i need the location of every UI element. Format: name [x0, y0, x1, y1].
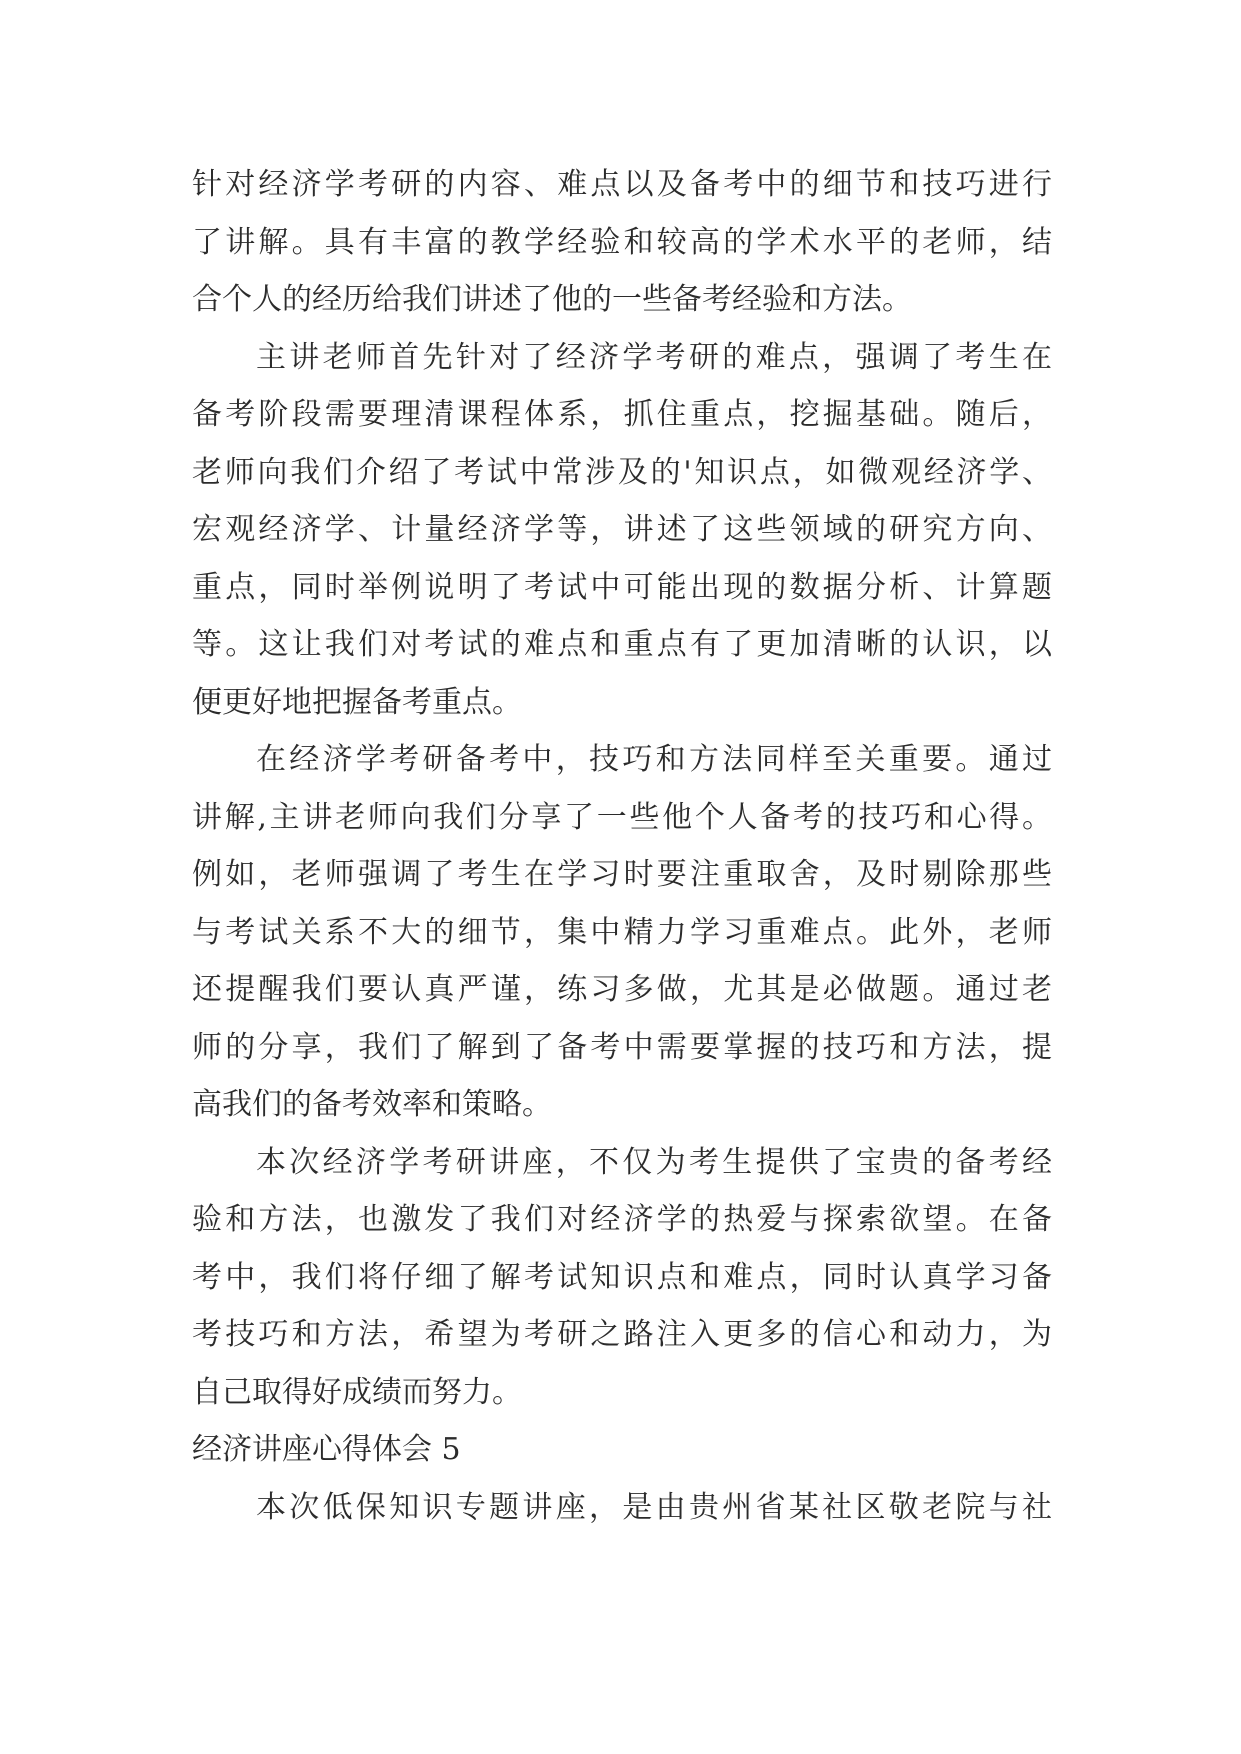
paragraph-line: 例如，老师强调了考生在学习时要注重取舍，及时剔除那些 [192, 857, 1052, 892]
paragraph-line: 针对经济学考研的内容、难点以及备考中的细节和技巧进行 [192, 167, 1052, 202]
paragraph-line: 验和方法，也激发了我们对经济学的热爱与探索欲望。在备 [192, 1202, 1052, 1237]
paragraph-line: 本次经济学考研讲座，不仅为考生提供了宝贵的备考经 [256, 1144, 1052, 1180]
paragraph-line: 便更好地把握备考重点。 [192, 684, 522, 720]
paragraph-line: 在经济学考研备考中，技巧和方法同样至关重要。通过 [256, 742, 1052, 777]
paragraph-line: 与考试关系不大的细节，集中精力学习重难点。此外，老师 [192, 914, 1052, 950]
paragraph-line: 考技巧和方法，希望为考研之路注入更多的信心和动力，为 [192, 1317, 1052, 1352]
paragraph-3 [192, 731, 1052, 1134]
paragraph-2 [192, 329, 1052, 732]
paragraph-line: 备考阶段需要理清课程体系，抓住重点，挖掘基础。随后， [192, 397, 1052, 432]
paragraph-line: 讲解,主讲老师向我们分享了一些他个人备考的技巧和心得。 [192, 799, 1052, 835]
paragraph-line: 自己取得好成绩而努力。 [192, 1374, 522, 1410]
paragraph-line: 宏观经济学、计量经济学等，讲述了这些领域的研究方向、 [192, 512, 1052, 547]
paragraph-5 [192, 1479, 1052, 1537]
paragraph-line: 等。这让我们对考试的难点和重点有了更加清晰的认识，以 [192, 627, 1052, 662]
paragraph-4 [192, 1134, 1052, 1422]
paragraph-line: 本次低保知识专题讲座，是由贵州省某社区敬老院与社 [256, 1489, 1052, 1525]
paragraph-line: 合个人的经历给我们讲述了他的一些备考经验和方法。 [192, 282, 912, 317]
paragraph-1 [192, 156, 1052, 329]
paragraph-line: 高我们的备考效率和策略。 [192, 1087, 552, 1122]
document-body [192, 156, 1052, 1536]
paragraph-line: 老师向我们介绍了考试中常涉及的'知识点，如微观经济学、 [192, 454, 1052, 490]
paragraph-line: 师的分享，我们了解到了备考中需要掌握的技巧和方法，提 [192, 1029, 1052, 1065]
paragraph-line: 了讲解。具有丰富的教学经验和较高的学术水平的老师，结 [192, 224, 1052, 260]
paragraph-line: 重点，同时举例说明了考试中可能出现的数据分析、计算题 [192, 569, 1052, 605]
paragraph-line: 考中，我们将仔细了解考试知识点和难点，同时认真学习备 [192, 1259, 1052, 1295]
paragraph-line: 还提醒我们要认真严谨，练习多做，尤其是必做题。通过老 [192, 972, 1052, 1007]
paragraph-line: 主讲老师首先针对了经济学考研的难点，强调了考生在 [256, 339, 1052, 375]
section-heading: 经济讲座心得体会 5 [192, 1432, 461, 1467]
